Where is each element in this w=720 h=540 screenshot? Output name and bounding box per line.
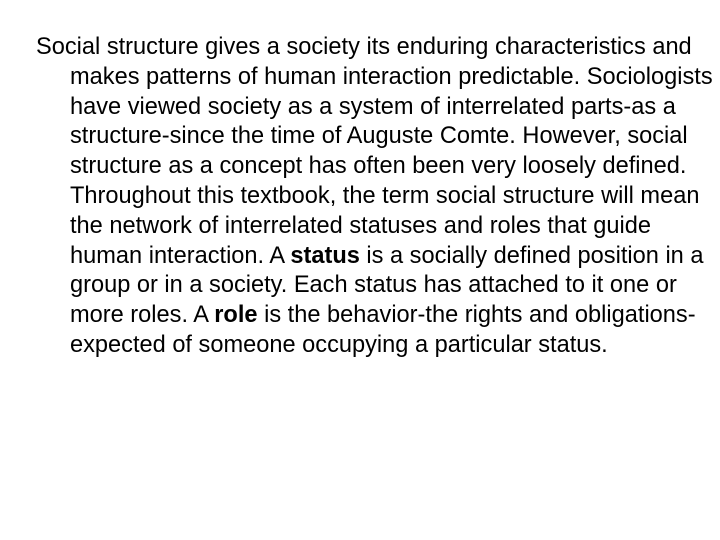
paragraph-text-part3: is the behavior-the rights and obligations-expected of someone occupying a particular status.: [70, 302, 696, 358]
paragraph-text-part1: Social structure gives a society its enduring characteristics and makes patterns of human interaction predictable. Sociologists have viewed society as a system of interrelated parts-as a structure-since the time of Auguste Comte. However, social structure as a concept has often been very loosely defined. Throughout this textbook, the term social structure will mean the network of interrelated statuses and roles that guide human interaction. A: [36, 34, 713, 269]
paragraph-text-part2: is a socially defined position in a group or in a society. Each status has attached to it one or more roles. A: [70, 242, 704, 329]
term-role: role: [214, 302, 258, 329]
body-paragraph: [36, 33, 720, 361]
term-status: status: [290, 242, 360, 269]
